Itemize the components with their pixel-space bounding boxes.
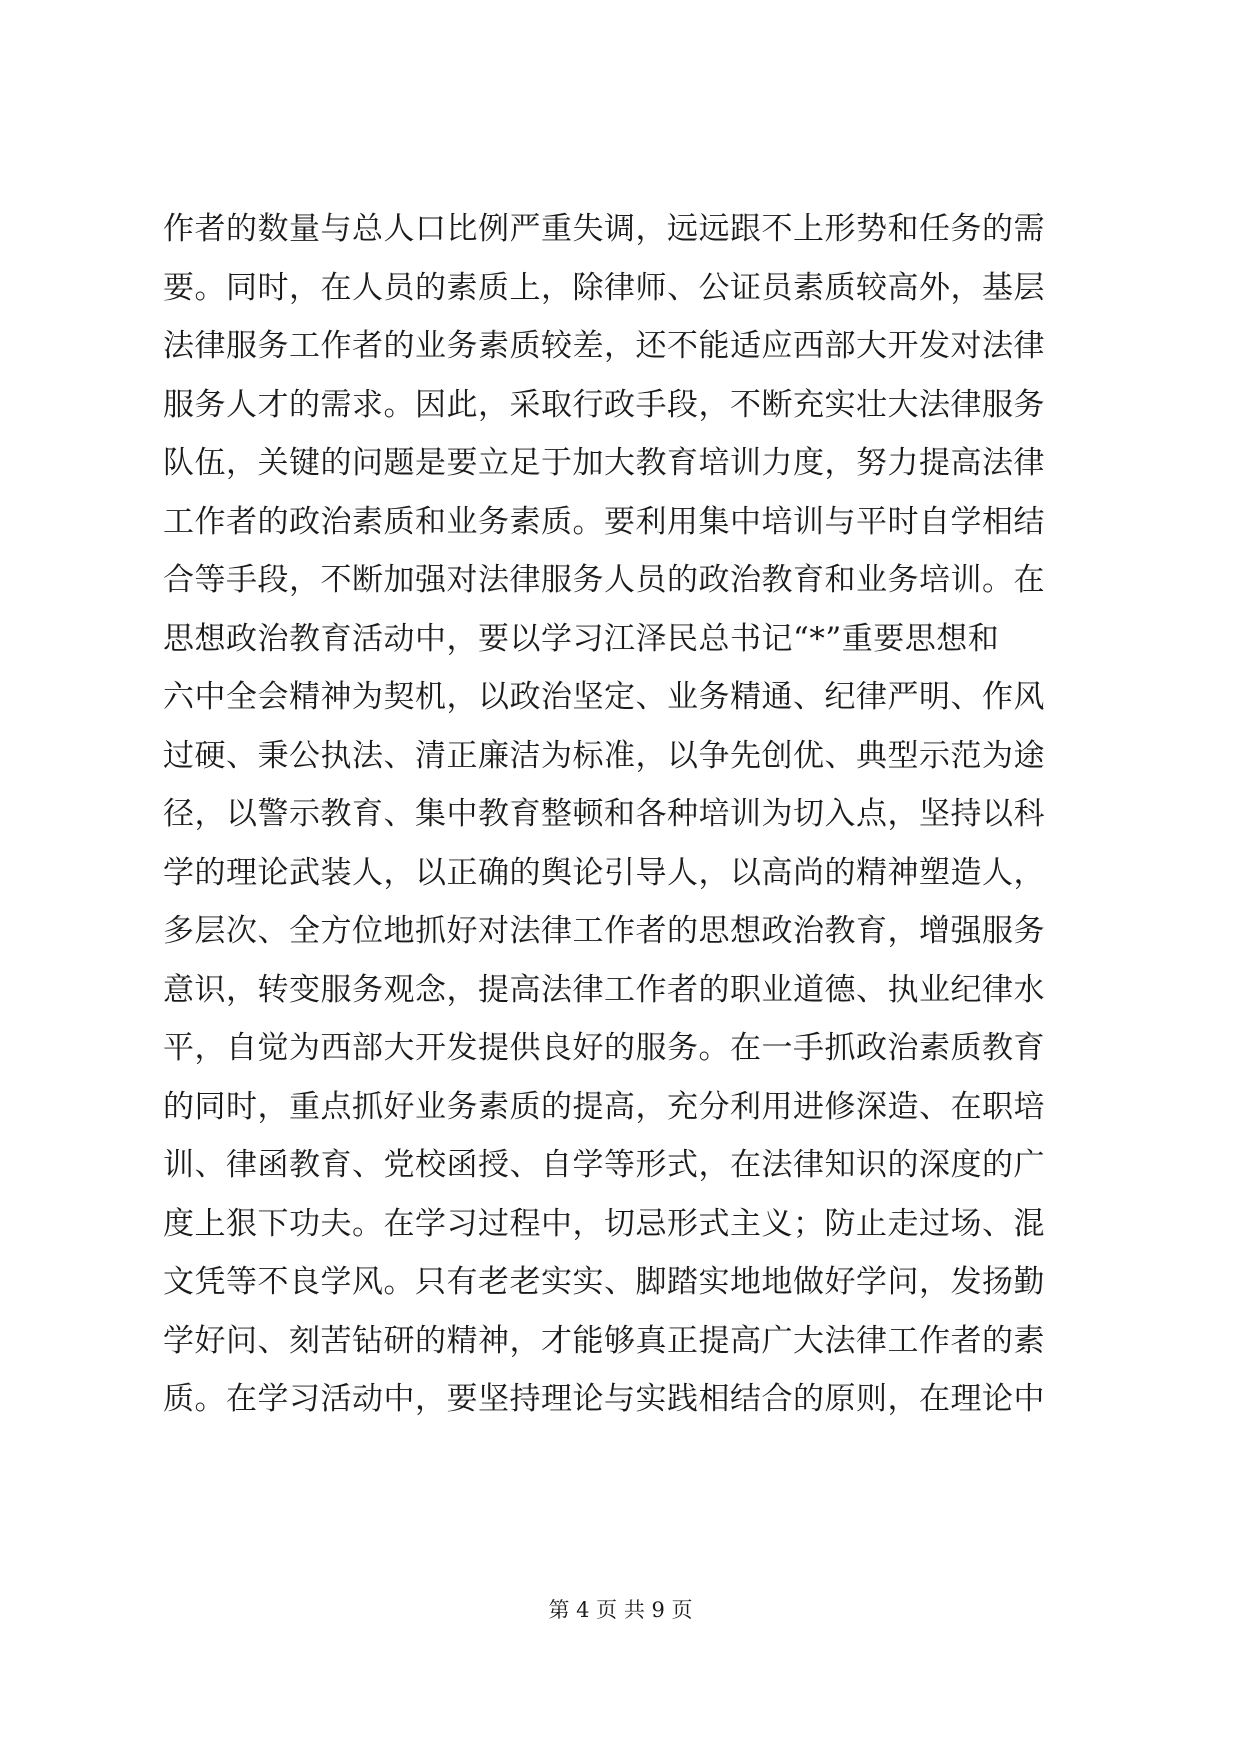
text-line: 质。在学习活动中，要坚持理论与实践相结合的原则，在理论中 [163,1381,1045,1417]
text-line: 工作者的政治素质和业务素质。要利用集中培训与平时自学相结 [163,503,1045,540]
text-line: 法律服务工作者的业务素质较差，还不能适应西部大开发对法律 [163,328,1045,364]
text-line: 过硬、秉公执法、清正廉洁为标准，以争先创优、典型示范为途 [163,737,1045,774]
text-line: 六中全会精神为契机，以政治坚定、业务精通、纪律严明、作风 [163,679,1045,715]
text-line: 训、律函教育、党校函授、自学等形式，在法律知识的深度的广 [163,1147,1045,1183]
text-line: 平，自觉为西部大开发提供良好的服务。在一手抓政治素质教育 [163,1030,1045,1066]
text-line: 学的理论武装人，以正确的舆论引导人，以高尚的精神塑造人， [163,854,1045,891]
text-line: 思想政治教育活动中，要以学习江泽民总书记“*”重要思想和 [163,620,1000,657]
text-line: 要。同时，在人员的素质上，除律师、公证员素质较高外，基层 [163,269,1045,306]
text-line: 径，以警示教育、集中教育整顿和各种培训为切入点，坚持以科 [163,796,1045,832]
text-line: 度上狠下功夫。在学习过程中，切忌形式主义；防止走过场、混 [163,1205,1045,1242]
page-number-label: 第 4 页 共 9 页 [548,1598,693,1622]
text-line: 文凭等不良学风。只有老老实实、脚踏实地地做好学问，发扬勤 [163,1264,1045,1300]
text-line: 的同时，重点抓好业务素质的提高，充分利用进修深造、在职培 [163,1088,1045,1125]
text-line: 意识，转变服务观念，提高法律工作者的职业道德、执业纪律水 [163,971,1045,1008]
text-line: 服务人才的需求。因此，采取行政手段，不断充实壮大法律服务 [163,386,1045,423]
text-line: 多层次、全方位地抓好对法律工作者的思想政治教育，增强服务 [163,913,1045,949]
text-line: 合等手段，不断加强对法律服务人员的政治教育和业务培训。在 [163,562,1045,598]
body-text [163,200,1093,1429]
text-line: 作者的数量与总人口比例严重失调，远远跟不上形势和任务的需 [163,211,1045,247]
page-footer [0,1596,1241,1624]
text-line: 队伍，关键的问题是要立足于加大教育培训力度，努力提高法律 [163,445,1045,481]
text-line: 学好问、刻苦钻研的精神，才能够真正提高广大法律工作者的素 [163,1322,1045,1359]
